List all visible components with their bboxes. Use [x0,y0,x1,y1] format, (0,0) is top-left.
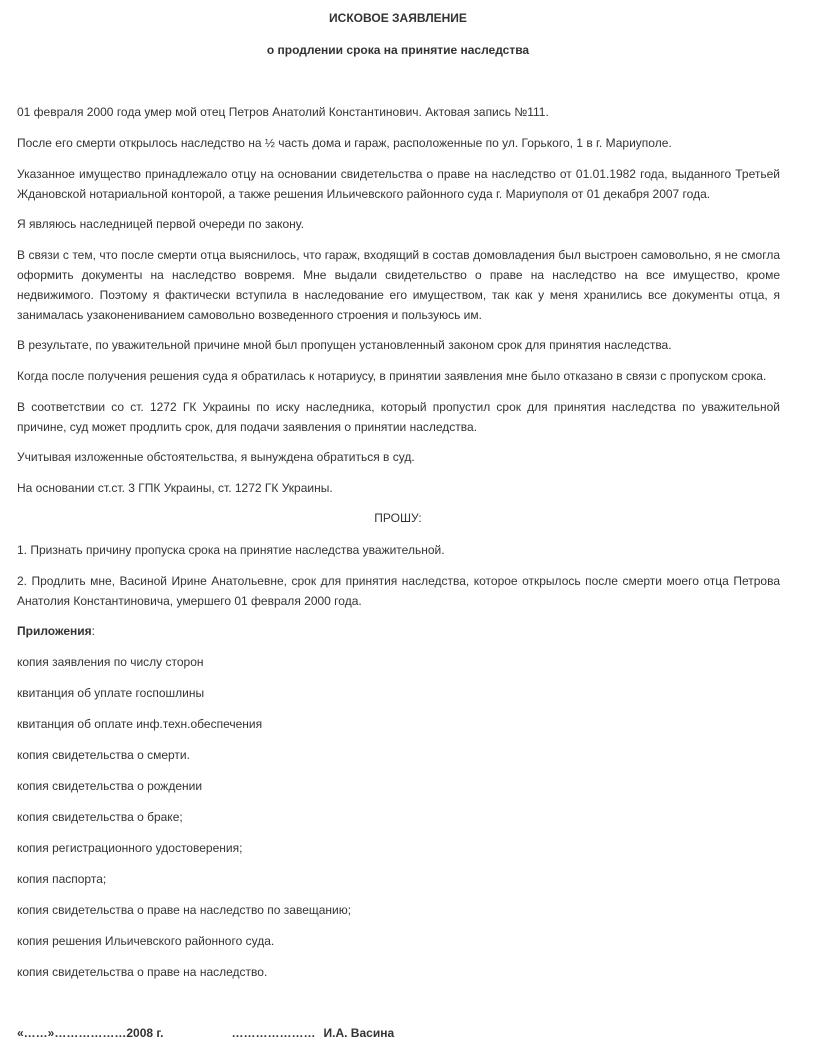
attachment-item: копия регистрационного удостоверения; [17,841,243,855]
paragraph: Я являюсь наследницей первой очереди по закону. [17,217,304,231]
attachment-item: копия свидетельства о праве на наследство по завещанию; [17,903,352,917]
document-title: ИСКОВОЕ ЗАЯВЛЕНИЕ [329,11,467,25]
attachment-item: копия свидетельства о праве на наследство. [17,965,268,979]
attachments-heading-colon: : [91,624,95,638]
attachment-item: квитанция об оплате инф.техн.обеспечения [17,717,263,731]
attachment-item: копия свидетельства о браке; [17,810,183,824]
signature-line [17,1026,394,1040]
attachment-item: копия заявления по числу сторон [17,655,204,669]
paragraph: В связи с тем, что после смерти отца выяснилось, что гараж, входящий в состав домовладения был выстроен самовольно, я не смогла оформить документы на наследство вовремя. Мне выдали свидетельство о праве на наследство на все имущество, кроме недвижимого. Поэтому я фактически вступила в наследование его имуществом, так как у меня хранились все документы отца, я занималась узаконениванием самовольно возведенного строения и пользуюсь им. [17,248,780,322]
document-subtitle: о продлении срока на принятие наследства [266,43,530,57]
attachment-item: копия паспорта; [17,872,107,886]
attachment-item: копия свидетельства о смерти. [17,748,190,762]
attachments-heading-text: Приложения [17,624,92,638]
paragraph: Когда после получения решения суда я обратилась к нотариусу, в принятии заявления мне было отказано в связи с пропуском срока. [17,369,767,383]
attachment-item: копия решения Ильичевского районного суда. [17,934,275,948]
request-item: 2. Продлить мне, Васиной Ирине Анатольевне, срок для принятия наследства, которое открылось после смерти моего отца Петрова Анатолия Константиновича, умершего 01 февраля 2000 года. [17,574,780,608]
paragraph: Учитывая изложенные обстоятельства, я вынуждена обратиться в суд. [17,450,415,464]
signature-name: И.А. Васина [323,1026,395,1040]
paragraph: Указанное имущество принадлежало отцу на основании свидетельства о праве на наследство от 01.01.1982 года, выданного Третьей Ждановской нотариальной конторой, а также решения Ильичевского районного суда г. Мариуполя от 01 декабря 2007 года. [17,167,780,201]
paragraph: 01 февраля 2000 года умер мой отец Петров Анатолий Константинович. Актовая запись №111. [17,105,549,119]
attachment-item: квитанция об уплате госпошлины [17,686,205,700]
paragraph: В соответствии со ст. 1272 ГК Украины по иску наследника, который пропустил срок для принятия наследства по уважительной причине, суд может продлить срок, для подачи заявления о принятии наследства. [17,400,780,434]
paragraph: После его смерти открылось наследство на ½ часть дома и гараж, расположенные по ул. Горького, 1 в г. Мариуполе. [17,136,672,150]
paragraph: На основании ст.ст. 3 ГПК Украины, ст. 1272 ГК Украины. [17,481,333,495]
attachment-item: копия свидетельства о рождении [17,779,203,793]
request-item: 1. Признать причину пропуска срока на принятие наследства уважительной. [17,543,445,557]
attachments-heading [17,621,780,641]
paragraph: В результате, по уважительной причине мной был пропущен установленный законом срок для принятия наследства. [17,338,672,352]
signature-blank: ………………… [231,1026,316,1040]
request-heading: ПРОШУ: [374,511,422,525]
signature-date: «……»………………2008 г. [17,1026,164,1040]
